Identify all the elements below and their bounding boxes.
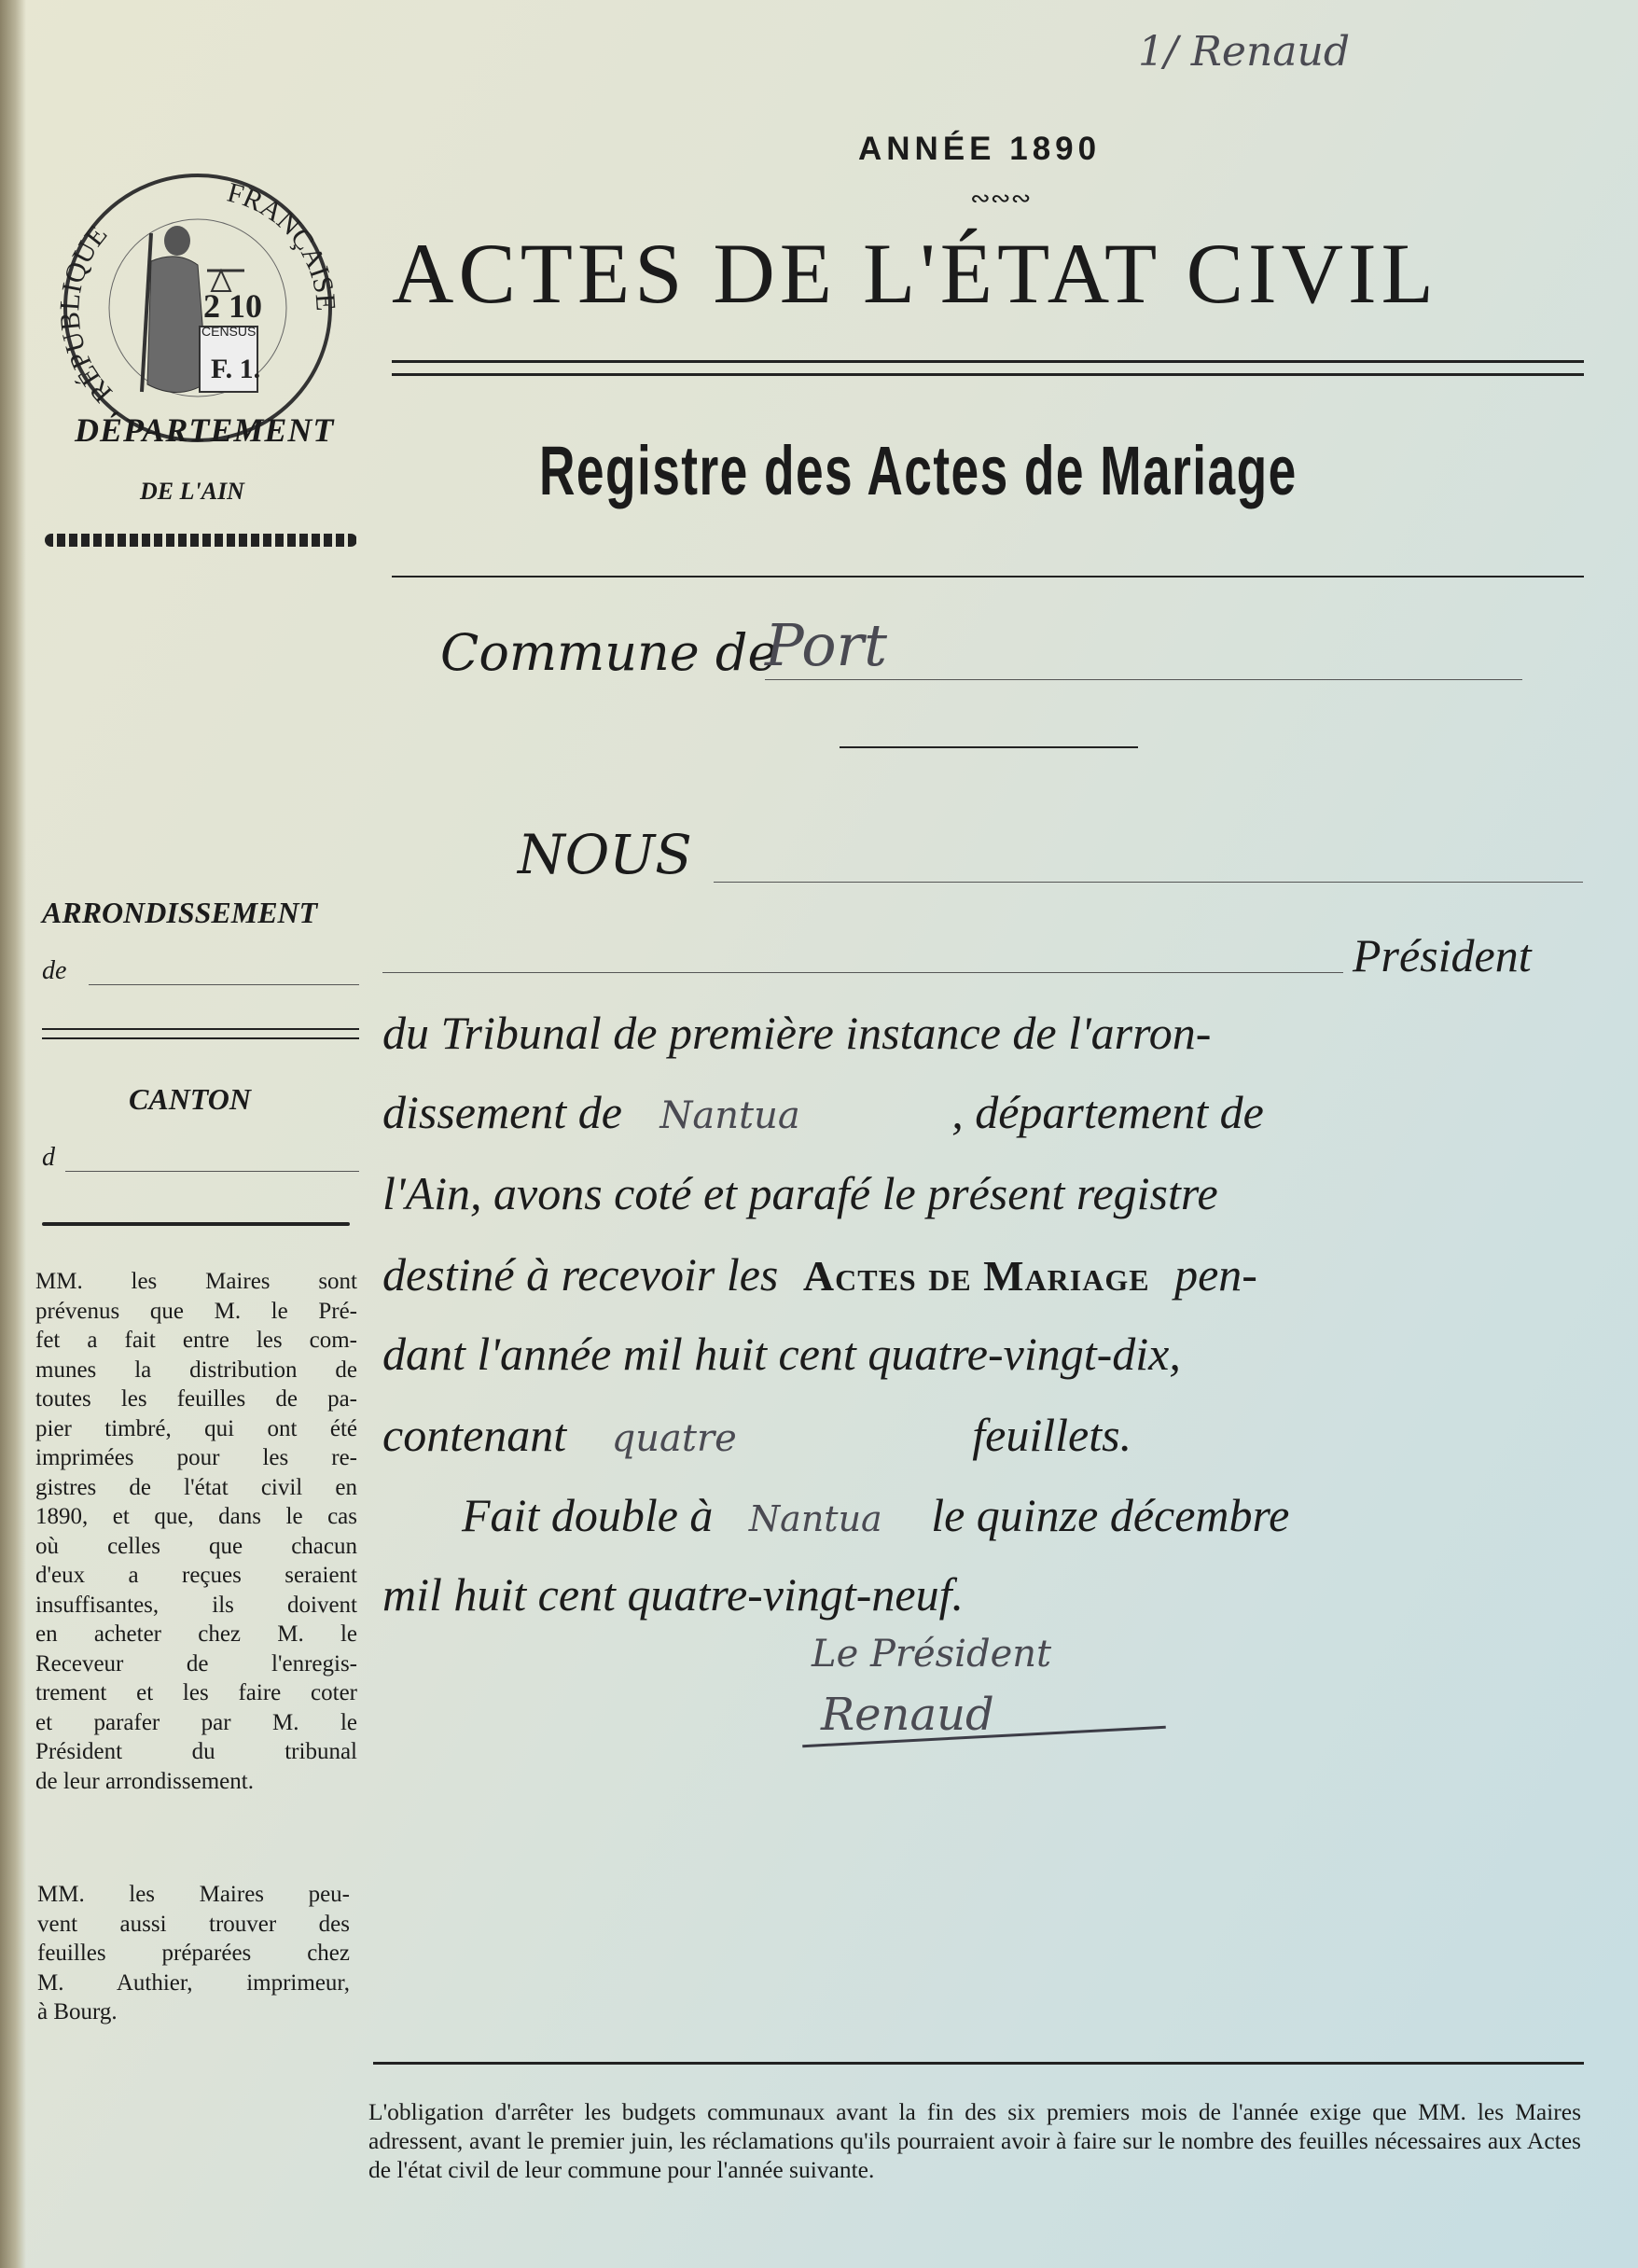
page-title: ACTES DE L'ÉTAT CIVIL xyxy=(392,226,1438,321)
subtitle-rule xyxy=(392,576,1584,577)
title-rule-bottom xyxy=(392,373,1584,376)
body-line-8: mil huit cent quatre-vingt-neuf. xyxy=(382,1568,964,1621)
seal-legend-right: FRANÇAIS xyxy=(224,176,338,296)
register-subtitle: Registre des Actes de Mariage xyxy=(539,432,1298,509)
footer-rule xyxy=(373,2062,1584,2065)
place-handwritten: Nantua xyxy=(748,1498,882,1539)
canton-prefix: d xyxy=(42,1143,55,1172)
canton-label: CANTON xyxy=(129,1082,251,1116)
arrondissement-label: ARRONDISSEMENT xyxy=(42,896,318,929)
nous-line xyxy=(714,882,1583,883)
president-label: Président xyxy=(1353,929,1532,981)
body-line-6 xyxy=(382,1408,1131,1462)
body-line-3: l'Ain, avons coté et parafé le présent registre xyxy=(382,1167,1218,1219)
body-line-4-b: pen- xyxy=(1174,1248,1257,1301)
president-signature: Renaud xyxy=(821,1689,994,1741)
commune-underline xyxy=(765,679,1522,680)
arrondissement-rule-b xyxy=(42,1037,359,1039)
ornament-icon: ∾∾∾ xyxy=(970,185,1032,212)
sidebar-note-authier: MM. les Maires peu- vent aussi trouver des feuilles préparées chez M. Authier, imprimeur, à Bourg. xyxy=(37,1882,350,2025)
actes-de-mariage-caps: Actes de Mariage xyxy=(802,1252,1150,1300)
department-ornament xyxy=(45,534,357,547)
commune-separator xyxy=(840,746,1138,748)
body-line-6-a: contenant xyxy=(382,1409,567,1461)
canton-rule xyxy=(42,1222,350,1226)
body-line-1: du Tribunal de première instance de l'arron- xyxy=(382,1007,1212,1059)
commune-label: Commune de xyxy=(440,623,778,682)
body-line-6-b: feuillets. xyxy=(972,1409,1132,1461)
tax-stamp-seal xyxy=(58,168,338,448)
title-rule-top xyxy=(392,360,1584,363)
body-line-2-b: , département de xyxy=(951,1086,1264,1138)
canton-line xyxy=(65,1171,359,1172)
commune-name: Port xyxy=(765,611,888,679)
arrondissement-prefix: de xyxy=(42,956,67,985)
body-line-7-b: le quinze décembre xyxy=(931,1489,1290,1541)
body-line-5: dant l'année mil huit cent quatre-vingt-dix, xyxy=(382,1328,1181,1380)
arrondissement-rule-a xyxy=(42,1028,359,1030)
top-signature: 1/ Renaud xyxy=(1138,28,1351,76)
body-line-4 xyxy=(382,1247,1257,1301)
body-line-2 xyxy=(382,1085,1264,1139)
president-signature-caption: Le Président xyxy=(812,1633,1052,1676)
seal-price-units: CENSUS xyxy=(201,324,257,339)
leaf-count-handwritten: quatre xyxy=(611,1417,737,1460)
body-line-2-a: dissement de xyxy=(382,1086,622,1138)
seal-legend-left: RÉPU IQUE xyxy=(58,219,118,409)
footer-note: L'obligation d'arrêter les budgets communaux avant la fin des six premiers mois de l'année exige que MM. les Maires adressent, avant le premier juin, les réclamations qu'ils pourraient avoir à faire sur le nombre des feuilles nécessaires aux Actes de l'état civil de leur commune pour l'année suivante. xyxy=(368,2098,1581,2183)
president-name-line xyxy=(382,972,1343,973)
body-line-4-a: destiné à recevoir les xyxy=(382,1248,779,1301)
page-binding-edge xyxy=(0,0,26,2268)
year-label: ANNÉE 1890 xyxy=(858,131,1102,167)
department-name: DE L'AIN xyxy=(140,478,244,505)
arrondissement-handwritten: Nantua xyxy=(659,1094,800,1137)
seal-price: 2 10 xyxy=(203,287,262,325)
seal-mark: F. 1. xyxy=(211,354,261,384)
department-label: DÉPARTEMENT xyxy=(75,411,335,449)
arrondissement-line xyxy=(89,984,359,985)
sidebar-note-maires: MM. les Maires sont prévenus que M. le Pré- fet a fait entre les com- munes la distribution de toutes les feuilles de pa- pier timbré, qui ont été imprimées pour les re- gistres de l'état civil en 1890, et que, dans le cas où celles que chacun d'eux a reçues seraient insuffisantes, ils doivent en acheter chez M. le Receveur de l'enregis- trement et les faire coter et parafer par M. le Président du tribunal de leur arrondissement. xyxy=(35,1269,357,1794)
nous-label: NOUS xyxy=(518,823,692,886)
body-line-7 xyxy=(462,1488,1289,1542)
body-line-7-a: Fait double à xyxy=(462,1489,714,1541)
